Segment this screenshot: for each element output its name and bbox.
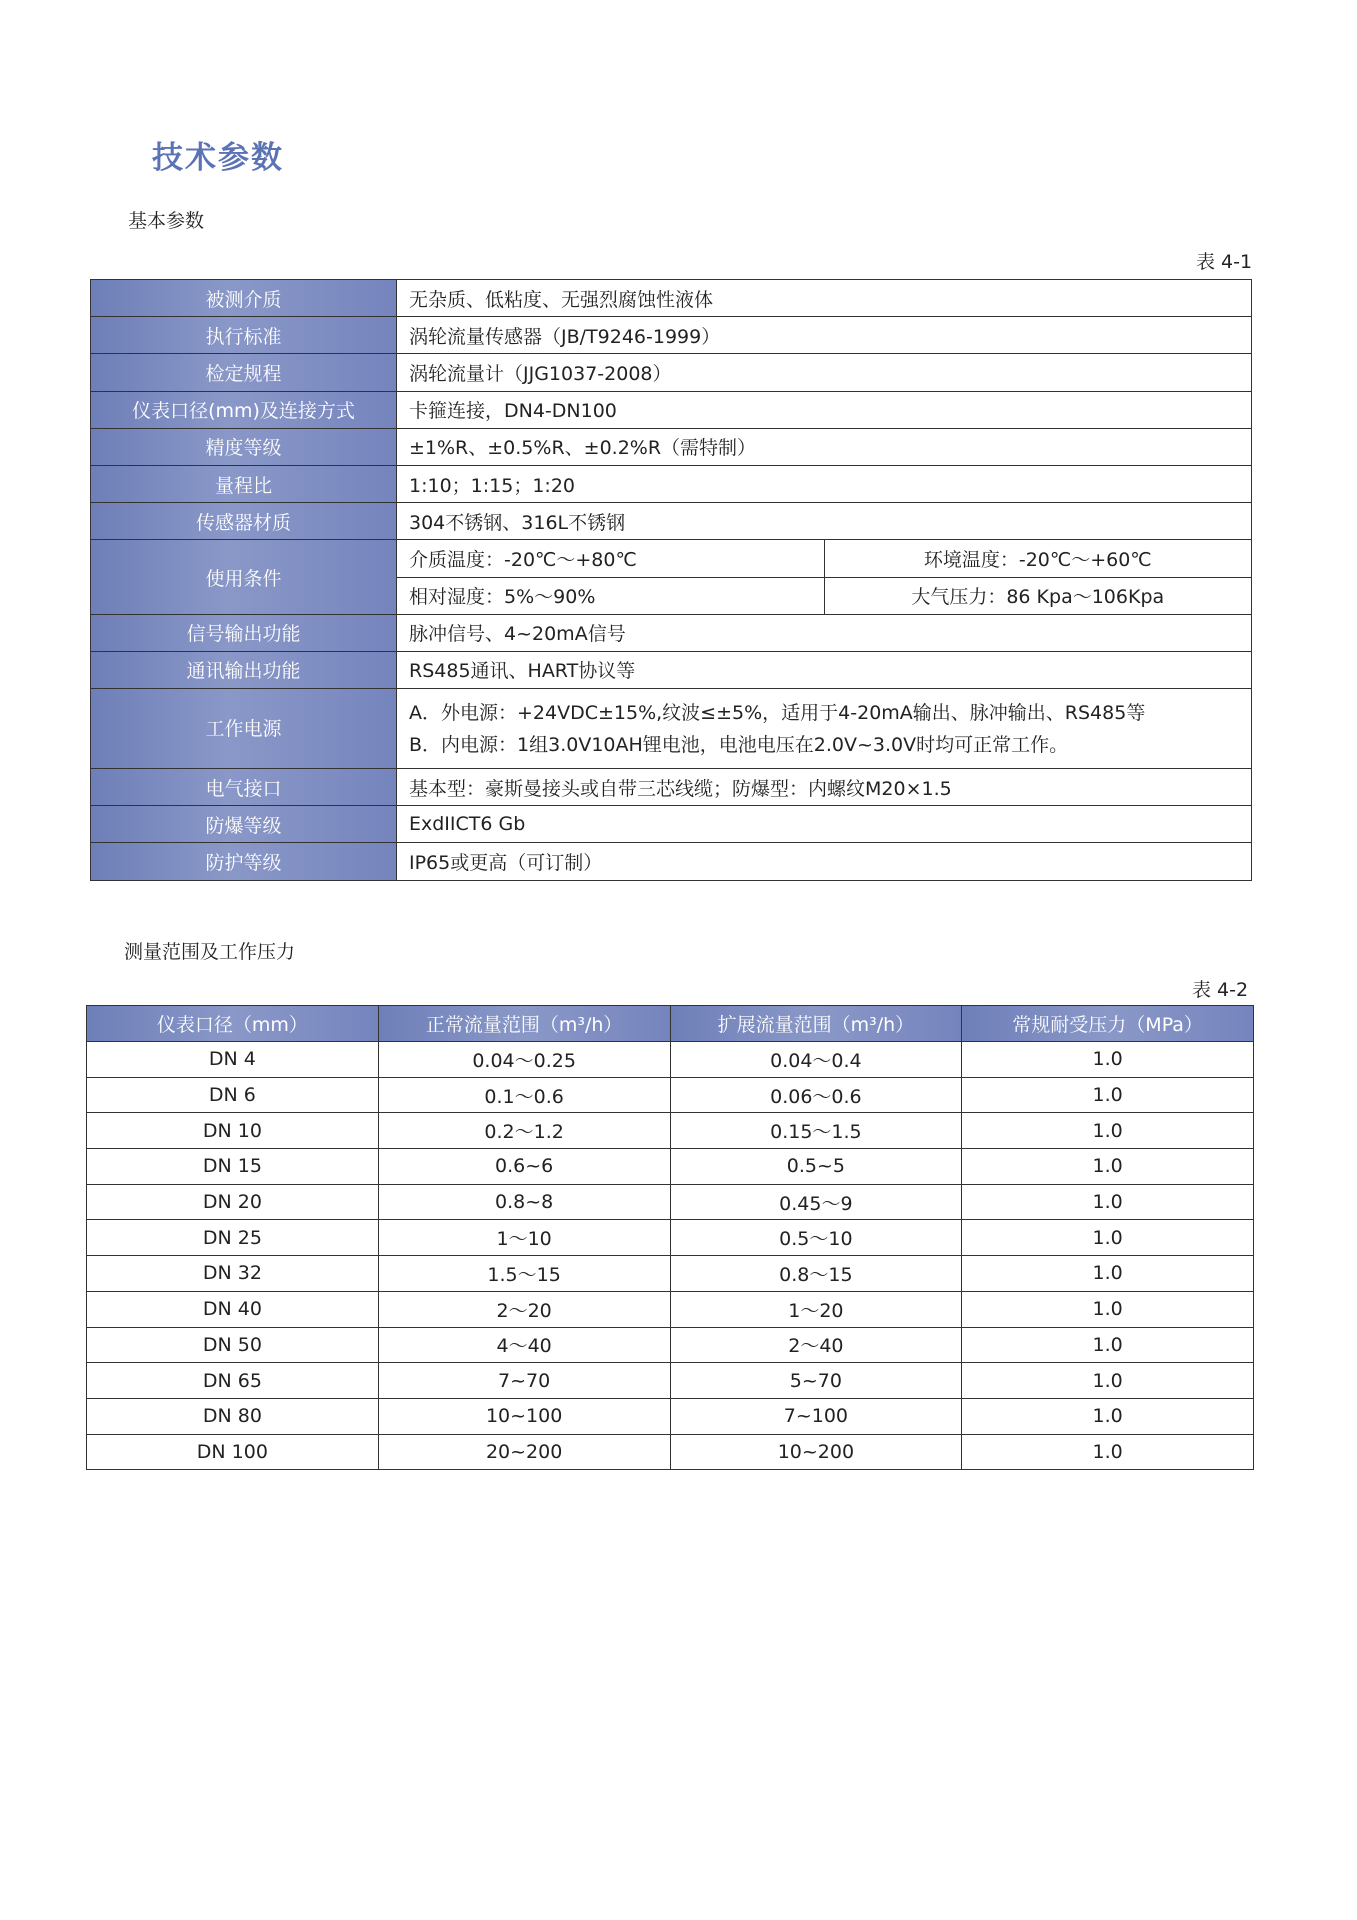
table-cell: 10~100 <box>378 1398 670 1434</box>
table-cell: 1.0 <box>962 1398 1254 1434</box>
param-label: 执行标准 <box>91 317 397 354</box>
param-value: 1:10；1:15；1:20 <box>397 465 1252 502</box>
table-cell: 0.5~5 <box>670 1149 962 1185</box>
table-cell: DN 25 <box>87 1220 379 1256</box>
page-title: 技术参数 <box>152 140 284 176</box>
table-row <box>91 465 1252 502</box>
param-value: 基本型：豪斯曼接头或自带三芯线缆；防爆型：内螺纹M20×1.5 <box>397 769 1252 806</box>
table-cell: 1～10 <box>378 1220 670 1256</box>
param-label: 精度等级 <box>91 428 397 465</box>
table-cell: 1.0 <box>962 1220 1254 1256</box>
col-header: 常规耐受压力（MPa） <box>962 1006 1254 1042</box>
table-row <box>91 354 1252 391</box>
table-row <box>91 843 1252 880</box>
table-row <box>87 1327 1254 1363</box>
table-cell: 0.6~6 <box>378 1149 670 1185</box>
table-number-4-1: 表 4-1 <box>1196 251 1253 273</box>
table-cell: 1～20 <box>670 1291 962 1327</box>
table-cell: DN 10 <box>87 1113 379 1149</box>
table-row <box>87 1042 1254 1078</box>
table-cell: 1.0 <box>962 1184 1254 1220</box>
param-value: ExdIICT6 Gb <box>397 806 1252 843</box>
table-cell: DN 100 <box>87 1434 379 1470</box>
param-value: 304不锈钢、316L不锈钢 <box>397 503 1252 540</box>
table-cell: 0.15～1.5 <box>670 1113 962 1149</box>
table-cell: DN 32 <box>87 1256 379 1292</box>
medium-temp: 介质温度：-20℃～+80℃ <box>397 540 825 577</box>
table-cell: 1.0 <box>962 1327 1254 1363</box>
param-label: 电气接口 <box>91 769 397 806</box>
table-row <box>87 1434 1254 1470</box>
table-row <box>87 1077 1254 1113</box>
table-cell: DN 80 <box>87 1398 379 1434</box>
table-row <box>91 651 1252 688</box>
table-cell: DN 15 <box>87 1149 379 1185</box>
table-row <box>91 689 1252 769</box>
param-value: 涡轮流量计（JJG1037-2008） <box>397 354 1252 391</box>
param-value: 脉冲信号、4~20mA信号 <box>397 614 1252 651</box>
table-cell: 2～40 <box>670 1327 962 1363</box>
table-row <box>91 317 1252 354</box>
table-row <box>91 503 1252 540</box>
table-row <box>87 1256 1254 1292</box>
param-label: 使用条件 <box>91 540 397 614</box>
section-title-basic: 基本参数 <box>128 210 205 232</box>
table-cell: 1.0 <box>962 1363 1254 1399</box>
table-number-4-2: 表 4-2 <box>1192 979 1249 1001</box>
table-cell: 0.04～0.4 <box>670 1042 962 1078</box>
table-row <box>91 540 1252 577</box>
atmospheric-pressure: 大气压力：86 Kpa～106Kpa <box>824 577 1252 614</box>
col-header: 仪表口径（mm） <box>87 1006 379 1042</box>
table-row <box>87 1184 1254 1220</box>
table-row <box>91 806 1252 843</box>
table-cell: DN 6 <box>87 1077 379 1113</box>
param-label: 通讯输出功能 <box>91 651 397 688</box>
table-cell: 0.8～15 <box>670 1256 962 1292</box>
param-value: 卡箍连接，DN4-DN100 <box>397 391 1252 428</box>
table-cell: 0.1～0.6 <box>378 1077 670 1113</box>
param-label: 传感器材质 <box>91 503 397 540</box>
table-cell: 1.0 <box>962 1042 1254 1078</box>
table-cell: 1.5～15 <box>378 1256 670 1292</box>
table-cell: 1.0 <box>962 1256 1254 1292</box>
table-cell: 0.04～0.25 <box>378 1042 670 1078</box>
param-label: 防爆等级 <box>91 806 397 843</box>
table-cell: 20~200 <box>378 1434 670 1470</box>
table-cell: DN 20 <box>87 1184 379 1220</box>
power-line-a: A．外电源：+24VDC±15%,纹波≤±5%，适用于4-20mA输出、脉冲输出、RS485等 <box>409 701 1146 724</box>
table-cell: 1.0 <box>962 1434 1254 1470</box>
col-header: 正常流量范围（m³/h） <box>378 1006 670 1042</box>
table-cell: 1.0 <box>962 1077 1254 1113</box>
param-label: 工作电源 <box>91 689 397 769</box>
env-temp: 环境温度：-20℃～+60℃ <box>824 540 1252 577</box>
table-cell: 0.8~8 <box>378 1184 670 1220</box>
range-table-body <box>87 1042 1254 1470</box>
table-row <box>91 391 1252 428</box>
param-label: 防护等级 <box>91 843 397 880</box>
table-row <box>87 1113 1254 1149</box>
table-cell: 4～40 <box>378 1327 670 1363</box>
range-table <box>86 1005 1254 1470</box>
table-cell: 5~70 <box>670 1363 962 1399</box>
table-row <box>87 1363 1254 1399</box>
col-header: 扩展流量范围（m³/h） <box>670 1006 962 1042</box>
table-cell: 0.45～9 <box>670 1184 962 1220</box>
table-cell: 1.0 <box>962 1149 1254 1185</box>
table-cell: DN 50 <box>87 1327 379 1363</box>
table-cell: 1.0 <box>962 1113 1254 1149</box>
table-cell: 7~100 <box>670 1398 962 1434</box>
param-label: 信号输出功能 <box>91 614 397 651</box>
param-value: 涡轮流量传感器（JB/T9246-1999） <box>397 317 1252 354</box>
table-row <box>87 1149 1254 1185</box>
table-cell: 10~200 <box>670 1434 962 1470</box>
power-line-b: B．内电源：1组3.0V10AH锂电池，电池电压在2.0V~3.0V时均可正常工作。 <box>409 733 1069 756</box>
basic-params-table <box>90 279 1252 881</box>
table-row <box>87 1220 1254 1256</box>
param-value: ±1%R、±0.5%R、±0.2%R（需特制） <box>397 428 1252 465</box>
table-cell: 7~70 <box>378 1363 670 1399</box>
table-row <box>87 1291 1254 1327</box>
table-row <box>91 428 1252 465</box>
table-row <box>91 280 1252 317</box>
section-title-range: 测量范围及工作压力 <box>124 941 296 963</box>
param-label: 仪表口径(mm)及连接方式 <box>91 391 397 428</box>
table-cell: 0.06～0.6 <box>670 1077 962 1113</box>
param-label: 检定规程 <box>91 354 397 391</box>
table-cell: DN 4 <box>87 1042 379 1078</box>
humidity: 相对湿度：5%～90% <box>397 577 825 614</box>
table-cell: 0.5～10 <box>670 1220 962 1256</box>
param-label: 被测介质 <box>91 280 397 317</box>
table-row <box>91 614 1252 651</box>
table-row <box>87 1398 1254 1434</box>
table-row <box>91 769 1252 806</box>
table-cell: 1.0 <box>962 1291 1254 1327</box>
power-value <box>397 689 1252 769</box>
table-header-row <box>87 1006 1254 1042</box>
param-value: RS485通讯、HART协议等 <box>397 651 1252 688</box>
table-cell: 2～20 <box>378 1291 670 1327</box>
table-cell: 0.2～1.2 <box>378 1113 670 1149</box>
param-label: 量程比 <box>91 465 397 502</box>
param-value: 无杂质、低粘度、无强烈腐蚀性液体 <box>397 280 1252 317</box>
param-value: IP65或更高（可订制） <box>397 843 1252 880</box>
table-cell: DN 65 <box>87 1363 379 1399</box>
table-cell: DN 40 <box>87 1291 379 1327</box>
